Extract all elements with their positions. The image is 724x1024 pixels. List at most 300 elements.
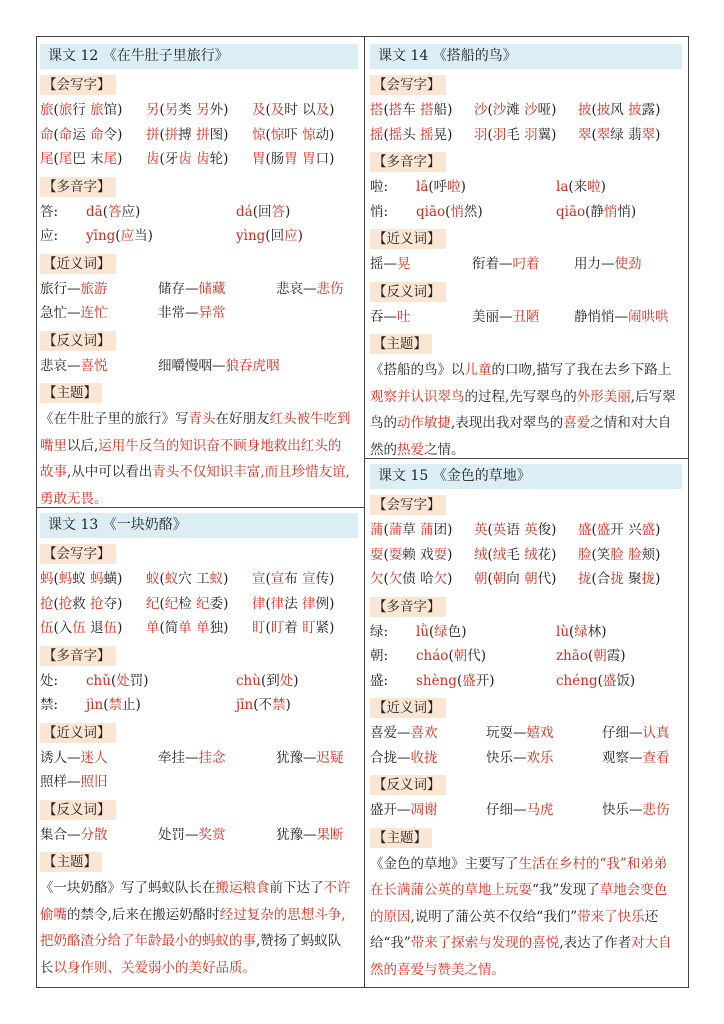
synonym-pair: 诱人—迷人	[40, 749, 108, 766]
synonym-match: 挂念	[198, 749, 226, 766]
write-word: 退伍	[90, 620, 118, 636]
write-char-row	[370, 543, 682, 568]
section-heading: 【近义词】	[370, 229, 446, 249]
synonym-match: 叼着	[512, 256, 540, 272]
synonym-word: 喜爱	[370, 725, 397, 741]
antonym-word: 悲哀	[40, 357, 67, 374]
write-word: 耍赖	[388, 546, 416, 563]
antonym-match: 悲伤	[642, 802, 670, 818]
write-word: 末尾	[90, 151, 118, 167]
synonym-pair: 仔细—认真	[602, 725, 670, 741]
pinyin: la	[556, 179, 569, 195]
write-char-entry: 蚂(蚂蚁 蚂蟥)	[40, 571, 123, 587]
write-char: 披	[578, 102, 592, 118]
polyphone-word: 不禁	[258, 697, 286, 713]
antonym-word: 集合	[40, 826, 67, 843]
write-word: 披露	[628, 102, 656, 118]
antonym-pair: 犹豫—果断	[276, 826, 344, 843]
write-word: 简单	[164, 620, 192, 636]
pinyin: dā	[86, 203, 103, 220]
synonym-match: 照旧	[80, 774, 108, 790]
antonym-match: 果断	[316, 826, 344, 843]
synonym-word: 照样	[40, 774, 67, 790]
polyphone-char: 应:	[40, 228, 59, 244]
write-char-row	[370, 98, 682, 123]
write-word: 搭车	[388, 102, 416, 118]
polyphone-char: 答:	[40, 203, 59, 220]
write-word: 欠债	[388, 571, 416, 587]
synonym-match: 储藏	[198, 280, 226, 297]
synonym-row	[370, 252, 682, 277]
write-char-entry: 伍(入伍 退伍)	[40, 620, 123, 636]
synonym-pair: 照样—照旧	[40, 774, 108, 790]
polyphone-row: 朝: cháo(朝代) zhāo(朝霞)	[370, 648, 626, 664]
write-word: 蚂蚁	[58, 571, 86, 587]
pinyin: yīng	[86, 228, 116, 244]
theme-segment: 搬运粮食	[215, 880, 270, 896]
write-word: 沙滩	[492, 102, 520, 118]
write-word: 朝代	[524, 571, 552, 587]
section-heading: 【主题】	[40, 383, 102, 403]
theme-segment: 喜爱	[563, 415, 591, 431]
section-heading: 【反义词】	[370, 775, 446, 795]
synonym-pair: 摇—晃	[370, 256, 411, 272]
write-word: 纪检	[164, 595, 192, 612]
write-word: 合拢	[596, 571, 624, 587]
write-char-row	[370, 123, 682, 148]
synonym-match: 迟疑	[316, 749, 344, 766]
polyphone-row: 啦: lā(呼啦) la(来啦)	[370, 179, 606, 195]
synonym-word: 急忙	[40, 305, 67, 321]
pinyin: jìn	[86, 697, 104, 713]
write-char: 尾	[40, 151, 54, 167]
polyphone-word: 悄然	[450, 203, 478, 220]
write-word: 盯紧	[302, 620, 330, 636]
write-word: 牙齿	[164, 151, 192, 167]
write-word: 绒毛	[492, 546, 520, 563]
antonym-row	[40, 354, 358, 379]
write-char: 蒲	[370, 522, 384, 538]
write-word: 律法	[270, 595, 298, 612]
section-heading: 【反义词】	[40, 331, 116, 351]
pinyin: chǔ	[86, 672, 111, 689]
pinyin: qiāo	[556, 203, 586, 220]
synonym-match: 使劲	[614, 256, 642, 272]
polyphone-char: 绿:	[370, 623, 389, 640]
pinyin: chéng	[556, 672, 598, 689]
column-divider	[364, 36, 365, 988]
pinyin: shèng	[416, 672, 457, 689]
synonym-match: 嬉戏	[526, 725, 554, 741]
write-word: 命运	[58, 126, 86, 143]
write-word: 肠胃	[270, 151, 298, 167]
polyphone-word: 静悄悄	[590, 203, 631, 220]
write-word: 摇晃	[420, 126, 448, 143]
theme-paragraph	[40, 875, 358, 981]
theme-segment: 的口吻,描写了我在去乡下路上	[491, 362, 672, 378]
section-heading: 【主题】	[40, 852, 102, 872]
write-word: 拼图	[196, 126, 224, 143]
antonym-word: 静悄悄	[574, 308, 615, 325]
write-char: 旅	[40, 102, 54, 118]
theme-segment: 前下达了	[269, 880, 324, 896]
write-char: 纪	[146, 595, 160, 612]
polyphone-word: 回答	[257, 203, 285, 220]
write-word: 翠绿	[596, 126, 624, 143]
write-word: 盯着	[270, 620, 298, 636]
section-heading: 【近义词】	[40, 723, 116, 743]
polyphone-word: 朝代	[453, 648, 481, 664]
synonym-pair: 储存—储藏	[158, 280, 226, 297]
antonym-match: 喜悦	[80, 357, 108, 374]
antonym-pair: 悲哀—喜悦	[40, 357, 108, 374]
write-char-entry: 抢(抢救 抢夺)	[40, 595, 123, 612]
write-word: 摇头	[388, 126, 416, 143]
polyphone-word: 绿林	[574, 623, 602, 640]
section-heading: 【反义词】	[40, 800, 116, 820]
write-char-entry: 蒲(蒲草 蒲团)	[370, 522, 453, 538]
write-word: 盛开	[596, 522, 624, 538]
synonym-pair: 非常—异常	[158, 305, 226, 321]
synonym-match: 喜欢	[410, 725, 438, 741]
write-char: 宣	[252, 571, 266, 587]
lesson-title: 课文 13 《一块奶酪》	[40, 513, 358, 538]
antonym-match: 狼吞虎咽	[225, 357, 280, 374]
theme-segment: ,表达了作者	[559, 935, 632, 951]
antonym-word: 犹豫	[276, 826, 303, 843]
section-heading: 【会写字】	[40, 544, 116, 564]
synonym-pair: 犹豫—迟疑	[276, 749, 344, 766]
theme-segment: 对大自然的喜爱与赞美之情。	[370, 935, 672, 978]
section-heading: 【近义词】	[40, 254, 116, 274]
synonym-match: 迷人	[80, 749, 108, 766]
write-char: 抢	[40, 595, 54, 612]
synonym-word: 玩耍	[486, 725, 513, 741]
write-char-entry: 宣(宣布 宣传)	[252, 571, 335, 587]
section-heading: 【主题】	[370, 828, 432, 848]
antonym-word: 吞	[370, 308, 384, 325]
synonym-pair: 合拢—收拢	[370, 749, 438, 766]
write-char-entry: 命(命运 命令)	[40, 126, 123, 143]
write-char-entry: 搭(搭车 搭船)	[370, 102, 453, 118]
theme-segment: 观察并认识翠鸟	[370, 388, 465, 405]
write-char: 盯	[252, 620, 266, 636]
pinyin: chù	[236, 672, 261, 689]
write-word: 笑脸	[596, 546, 624, 563]
antonym-word: 盛开	[370, 802, 397, 818]
write-char-entry: 律(律法 律例)	[252, 595, 335, 612]
antonym-match: 凋谢	[410, 802, 438, 818]
lesson-13-card	[40, 513, 358, 981]
antonym-pair: 快乐—悲伤	[602, 802, 670, 818]
write-char-entry: 盛(盛开 兴盛)	[578, 522, 661, 538]
theme-segment: 儿童	[464, 362, 492, 378]
write-word: 蒲草	[388, 522, 416, 538]
antonym-pair: 盛开—凋谢	[370, 802, 438, 818]
theme-segment: 《在牛肚子里的旅行》写	[40, 411, 189, 427]
section-heading: 【主题】	[370, 334, 432, 354]
theme-paragraph	[370, 357, 682, 463]
synonym-match: 异常	[198, 305, 226, 321]
write-word: 惊吓	[270, 126, 298, 143]
synonym-pair: 悲哀—悲伤	[276, 280, 344, 297]
synonym-row	[40, 277, 358, 302]
pinyin: cháo	[416, 648, 449, 664]
theme-segment: 还给“我”	[370, 908, 659, 951]
synonym-pair: 旅行—旅游	[40, 280, 108, 297]
section-heading: 【多音字】	[40, 646, 116, 666]
synonym-word: 储存	[158, 280, 185, 297]
theme-segment: 在好朋友	[215, 411, 270, 427]
write-word: 戏耍	[420, 546, 448, 563]
theme-segment: 《一块奶酪》写了蚂蚁队长在	[40, 880, 216, 896]
write-char-entry: 摇(摇头 摇晃)	[370, 126, 453, 143]
write-word: 另类	[164, 102, 192, 118]
antonym-pair: 仔细—马虎	[486, 802, 554, 818]
synonym-match: 晃	[397, 256, 411, 272]
antonym-match: 吐	[397, 308, 411, 325]
write-char-entry: 拼(拼搏 拼图)	[146, 126, 229, 143]
section-heading: 【会写字】	[370, 495, 446, 515]
antonym-word: 快乐	[602, 802, 629, 818]
synonym-pair: 牵挂—挂念	[158, 749, 226, 766]
synonym-word: 悲哀	[276, 280, 303, 297]
section-heading: 【多音字】	[370, 152, 446, 172]
write-word: 旅馆	[90, 102, 118, 118]
write-char: 及	[252, 102, 266, 118]
synonym-row	[370, 721, 682, 746]
write-char: 胃	[252, 151, 266, 167]
antonym-row	[370, 798, 682, 823]
write-char: 绒	[474, 546, 488, 563]
write-word: 拼搏	[164, 126, 192, 143]
theme-segment: 动作敏捷	[397, 415, 451, 431]
polyphone-row: 处: chǔ(处罚) chù(到处)	[40, 672, 299, 689]
write-word: 脸颊	[628, 546, 656, 563]
write-char-entry: 旅(旅行 旅馆)	[40, 102, 123, 118]
antonym-word: 美丽	[472, 308, 499, 325]
write-char-entry: 翠(翠绿 翡翠)	[578, 126, 661, 143]
theme-segment: 的过程,先写翠鸟的	[464, 388, 577, 405]
synonym-word: 观察	[602, 749, 629, 766]
pinyin: jīn	[236, 697, 254, 713]
synonym-match: 悲伤	[316, 280, 344, 297]
write-char-entry: 英(英语 英俊)	[474, 522, 557, 538]
write-char: 蚂	[40, 571, 54, 587]
write-word: 英俊	[524, 522, 552, 538]
synonym-match: 查看	[642, 749, 670, 766]
write-word: 哈欠	[420, 571, 448, 587]
pinyin: dá	[236, 203, 253, 220]
write-word: 蚂蟥	[90, 571, 118, 587]
lesson-title: 课文 14 《搭船的鸟》	[370, 44, 682, 69]
synonym-pair: 喜爱—喜欢	[370, 725, 438, 741]
polyphone-row: 应: yīng(应当) yìng(回应)	[40, 228, 303, 244]
write-char: 另	[146, 102, 160, 118]
theme-segment: 经过复杂的思想斗争,把奶酪渣分给了年龄最小的蚂蚁的事	[40, 906, 346, 949]
antonym-match: 丑陋	[512, 308, 540, 325]
antonym-match: 闹哄哄	[628, 308, 669, 325]
synonym-match: 连忙	[80, 305, 108, 321]
write-char-entry: 朝(朝向 朝代)	[474, 571, 557, 587]
write-word: 兴盛	[628, 522, 656, 538]
polyphone-word: 呼啦	[433, 179, 461, 195]
write-word: 羽翼	[524, 126, 552, 143]
theme-segment: ,说明了蒲公英不仅给“我们”	[410, 908, 578, 925]
write-word: 工蚁	[196, 571, 224, 587]
lesson-14-card	[370, 44, 682, 463]
theme-segment: 红头被牛吃到嘴里	[40, 411, 351, 454]
antonym-match: 马虎	[526, 802, 554, 818]
polyphone-char: 盛:	[370, 672, 389, 689]
synonym-pair: 衔着—叼着	[472, 256, 540, 272]
write-char-entry: 纪(纪检 纪委)	[146, 595, 229, 612]
write-char: 脸	[578, 546, 592, 563]
synonym-word: 非常	[158, 305, 185, 321]
write-char: 耍	[370, 546, 384, 563]
write-word: 宣布	[270, 571, 298, 587]
write-char-entry: 沙(沙滩 沙哑)	[474, 102, 557, 118]
synonym-word: 牵挂	[158, 749, 185, 766]
antonym-pair: 美丽—丑陋	[472, 308, 540, 325]
synonym-pair: 急忙—连忙	[40, 305, 108, 321]
write-word: 聚拢	[628, 571, 656, 587]
synonym-word: 摇	[370, 256, 384, 272]
theme-segment: 生活在乡村的“我”和弟弟在长满蒲公英的草地上玩耍	[370, 855, 668, 898]
polyphone-row: 悄: qiāo(悄然) qiāo(静悄悄)	[370, 203, 637, 220]
polyphone-word: 禁止	[108, 697, 136, 713]
synonym-row	[40, 770, 358, 795]
theme-segment: 外形美丽	[576, 388, 631, 405]
write-word: 齿轮	[196, 151, 224, 167]
synonym-match: 旅游	[80, 280, 108, 297]
write-char-entry: 齿(牙齿 齿轮)	[146, 151, 229, 167]
theme-paragraph	[40, 406, 358, 512]
theme-segment: 带来了探索与发现的喜悦	[410, 935, 560, 951]
theme-segment: 之情和对大自然的	[370, 415, 672, 458]
pinyin: zhāo	[556, 648, 588, 664]
section-heading: 【多音字】	[370, 597, 446, 617]
write-char-entry: 蚁(蚁穴 工蚁)	[146, 571, 229, 587]
theme-segment: ,从中可以看出	[67, 464, 153, 480]
write-char: 盛	[578, 522, 592, 538]
write-word: 入伍	[58, 620, 86, 636]
theme-segment: “我”发现了	[532, 882, 600, 898]
write-char-entry: 绒(绒毛 绒花)	[474, 546, 557, 563]
section-heading: 【反义词】	[370, 282, 446, 302]
write-word: 纪委	[196, 595, 224, 612]
antonym-row	[370, 305, 682, 330]
theme-segment: 以身作则、关爱弱小的美好品质。	[53, 959, 256, 976]
synonym-pair: 用力—使劲	[574, 256, 642, 272]
write-char-entry: 尾(尾巴 末尾)	[40, 151, 123, 167]
write-word: 命令	[90, 126, 118, 143]
write-char-entry: 另(另类 另外)	[146, 102, 229, 118]
synonym-word: 旅行	[40, 280, 67, 297]
write-char: 齿	[146, 151, 160, 167]
theme-segment: 带来了快乐	[577, 908, 645, 925]
section-heading: 【多音字】	[40, 177, 116, 197]
write-word: 英语	[492, 522, 520, 538]
pinyin: lù	[556, 623, 570, 640]
section-heading: 【近义词】	[370, 698, 446, 718]
write-char-row	[40, 98, 358, 123]
write-word: 翡翠	[628, 126, 656, 143]
write-char-entry: 盯(盯着 盯紧)	[252, 620, 335, 636]
synonym-match: 认真	[642, 725, 670, 741]
write-word: 以及	[302, 102, 330, 118]
theme-segment: 不许偷嘴	[40, 880, 351, 923]
antonym-word: 处罚	[158, 826, 185, 843]
write-char: 律	[252, 595, 266, 612]
write-char-row	[40, 567, 358, 592]
write-word: 宣传	[302, 571, 330, 587]
write-word: 尾巴	[58, 151, 86, 167]
polyphone-word: 答应	[107, 203, 135, 220]
synonym-match: 收拢	[410, 749, 438, 766]
write-word: 披风	[596, 102, 624, 118]
write-char-entry: 耍(耍赖 戏耍)	[370, 546, 453, 563]
theme-segment: 之情。	[424, 441, 465, 458]
polyphone-word: 来啦	[573, 179, 601, 195]
synonym-pair: 快乐—欢乐	[486, 749, 554, 766]
lesson-title: 课文 15 《金色的草地》	[370, 464, 682, 489]
polyphone-word: 回应	[270, 228, 298, 244]
write-char-row	[370, 567, 682, 592]
polyphone-char: 啦:	[370, 179, 389, 195]
write-word: 另外	[196, 102, 224, 118]
lesson-12-card	[40, 44, 358, 512]
write-char: 蚁	[146, 571, 160, 587]
write-word: 抢夺	[90, 595, 118, 612]
antonym-row	[40, 823, 358, 848]
polyphone-row: 答: dā(答应) dá(回答)	[40, 203, 291, 220]
synonym-word: 衔着	[472, 256, 499, 272]
theme-segment: ,表现出我对翠鸟的	[451, 415, 564, 431]
write-char-entry: 羽(羽毛 羽翼)	[474, 126, 557, 143]
pinyin: lǜ	[416, 623, 430, 640]
polyphone-row: 绿: lǜ(绿色) lù(绿林)	[370, 623, 607, 640]
theme-segment: 以后,	[67, 437, 99, 454]
write-word: 绒花	[524, 546, 552, 563]
write-word: 律例	[302, 595, 330, 612]
write-char: 翠	[578, 126, 592, 143]
write-char-row	[40, 616, 358, 641]
write-char-entry: 脸(笑脸 脸颊)	[578, 546, 661, 563]
polyphone-word: 盛开	[462, 672, 490, 689]
section-heading: 【会写字】	[40, 75, 116, 95]
write-word: 蚁穴	[164, 571, 192, 587]
write-char-entry: 披(披风 披露)	[578, 102, 661, 118]
synonym-pair: 玩耍—嬉戏	[486, 725, 554, 741]
theme-paragraph	[370, 851, 682, 984]
polyphone-row: 禁: jìn(禁止) jīn(不禁)	[40, 697, 291, 713]
write-char: 欠	[370, 571, 384, 587]
antonym-match: 分散	[80, 826, 108, 843]
write-char: 羽	[474, 126, 488, 143]
write-char-row	[40, 123, 358, 148]
write-char-row	[40, 147, 358, 172]
synonym-word: 用力	[574, 256, 601, 272]
write-char-entry: 惊(惊吓 惊动)	[252, 126, 335, 143]
antonym-pair: 处罚—奖赏	[158, 826, 226, 843]
theme-segment: ,后写翠鸟的	[370, 388, 676, 431]
write-word: 旅行	[58, 102, 86, 118]
write-char: 摇	[370, 126, 384, 143]
antonym-pair: 集合—分散	[40, 826, 108, 843]
theme-segment: 《金色的草地》主要写了	[370, 855, 519, 872]
write-char: 伍	[40, 620, 54, 636]
